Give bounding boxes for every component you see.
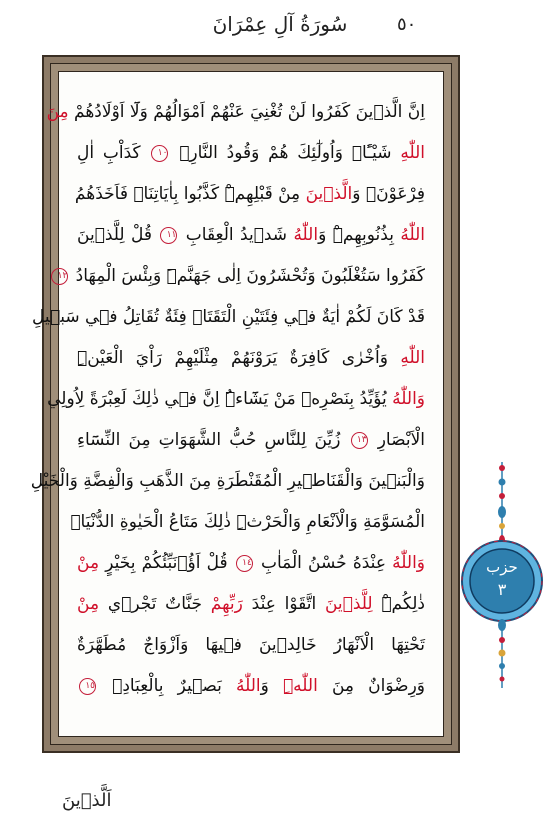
text-segment: عِنْدَهُ حُسْنُ الْمَاٰبِ xyxy=(254,553,393,573)
highlighted-word: اللّٰهِۜ xyxy=(282,676,318,696)
text-segment: بِذُنُوبِهِمْۜ وَ xyxy=(318,225,401,245)
text-segment: وَاُخْرٰى كَافِرَةٌ يَرَوْنَهُمْ مِثْلَيْهِمْ رَاْيَ الْعَيْنِۜ xyxy=(77,348,401,368)
frame-border xyxy=(30,63,452,745)
highlighted-word: رَبِّهِمْ xyxy=(210,594,243,614)
text-segment: قُلْ اَؤُ۬نَبِّئُكُمْ بِخَيْرٍ xyxy=(99,553,234,573)
text-line xyxy=(77,215,425,256)
highlighted-word: اللّٰهِ xyxy=(400,348,425,368)
ayah-number: ١٢ xyxy=(51,268,68,285)
text-segment: اِنَّ الَّذٖينَ كَفَرُوا لَنْ تُغْنِيَ عَنْهُمْ اَمْوَالُهُمْ وَلَٓا اَوْلَادُهُمْ xyxy=(68,102,425,122)
highlighted-word: مِنْ xyxy=(77,553,100,573)
text-line xyxy=(77,625,425,666)
hizb-marker xyxy=(454,460,550,690)
highlighted-word: اللّٰهِ xyxy=(400,143,425,163)
surah-title: سُورَةُ آلِ عِمْرَانَ xyxy=(212,12,348,36)
highlighted-word: وَاللّٰهُ xyxy=(392,553,425,573)
text-line xyxy=(77,133,425,174)
text-segment: كَدَاْبِ اٰلِ xyxy=(77,143,150,163)
quran-text xyxy=(30,92,425,722)
text-panel xyxy=(30,71,444,737)
text-segment: ذٰلِكُمْۜ xyxy=(372,594,425,614)
page-frame xyxy=(30,55,460,753)
text-line xyxy=(70,502,425,543)
text-segment: قُلْ لِلَّذٖينَ xyxy=(77,225,159,245)
text-line xyxy=(77,666,425,707)
ayah-number: ١١ xyxy=(160,227,177,244)
highlighted-word: وَاللّٰهُ xyxy=(392,389,425,409)
highlighted-word: لِلَّذٖينَ xyxy=(324,594,373,614)
highlighted-word: الَّذٖينَ xyxy=(305,184,353,204)
text-segment: جَنَّاتٌ تَجْرٖي xyxy=(99,594,211,614)
hizb-number: ٣ xyxy=(497,580,507,599)
text-segment: كَفَرُوا سَتُغْلَبُونَ وَتُحْشَرُونَ اِلٰى جَهَنَّمَۜ وَبِئْسَ الْمِهَادُ xyxy=(70,266,425,286)
text-segment: بَصٖيرٌ بِالْعِبَادِۚ xyxy=(98,676,236,696)
text-segment: زُيِّنَ لِلنَّاسِ حُبُّ الشَّهَوَاتِ مِنَ النِّسَٓاءِ xyxy=(77,430,349,450)
page-number: ٥٠ xyxy=(397,14,417,35)
ayah-number: ١٤ xyxy=(236,555,253,572)
text-line xyxy=(77,338,425,379)
text-segment: وَرِضْوَانٌ مِنَ xyxy=(317,676,425,696)
text-segment: يُؤَيِّدُ بِنَصْرِهٖ مَنْ يَشَٓاءُۜ اِنَّ فٖي ذٰلِكَ لَعِبْرَةً لِاُولِي xyxy=(47,389,393,409)
highlighted-word: اللّٰهُ xyxy=(235,676,261,696)
text-segment: الْمُسَوَّمَةِ وَالْاَنْعَامِ وَالْحَرْثِۜ ذٰلِكَ مَتَاعُ الْحَيٰوةِ الدُّنْيَاۚ xyxy=(70,512,425,532)
text-segment: وَ xyxy=(260,676,283,696)
text-line xyxy=(77,543,425,584)
text-segment: الْاَبْصَارِ xyxy=(369,430,425,450)
text-segment: شَيْـًٔاۜ وَاُولٰٓئِكَ هُمْ وَقُودُ النَّارِۙ xyxy=(170,143,401,163)
text-line xyxy=(74,174,425,215)
text-segment: فِرْعَوْنَۙ وَ xyxy=(352,184,425,204)
text-line xyxy=(57,256,425,297)
highlighted-word: مِنْ xyxy=(77,594,100,614)
text-segment: قَدْ كَانَ لَكُمْ اٰيَةٌ فٖي فِئَتَيْنِ الْتَقَتَاۜ فِئَةٌ تُقَاتِلُ فٖي سَبٖيلِ xyxy=(32,307,425,327)
ayah-number: ١٠ xyxy=(151,145,168,162)
text-segment: وَالْبَنٖينَ وَالْقَنَاطٖيرِ الْمُقَنْطَرَةِ مِنَ الذَّهَبِ وَالْفِضَّةِ وَالْخَيْلِ xyxy=(30,471,425,491)
highlighted-word: اللّٰهُ xyxy=(293,225,319,245)
text-line xyxy=(32,297,425,338)
text-segment: اتَّقَوْا عِنْدَ xyxy=(242,594,325,614)
highlighted-word: مِنَ xyxy=(46,102,69,122)
ayah-number: ١٥ xyxy=(79,678,96,695)
text-line xyxy=(47,379,425,420)
text-line xyxy=(46,92,425,133)
text-line xyxy=(30,461,425,502)
text-segment: شَدٖيدُ الْعِقَابِ xyxy=(179,225,294,245)
text-line xyxy=(77,584,425,625)
hizb-label: حزب xyxy=(486,558,518,576)
text-line xyxy=(77,420,425,461)
catchword: اَلَّذٖينَ xyxy=(62,790,112,811)
highlighted-word: اللّٰهُ xyxy=(400,225,425,245)
text-segment: مِنْ قَبْلِهِمْۜ كَذَّبُوا بِاٰيَاتِنَاۚ فَاَخَذَهُمُ xyxy=(74,184,306,204)
page-header xyxy=(0,0,550,52)
ayah-number: ١٣ xyxy=(351,432,368,449)
text-segment: تَحْتِهَا الْاَنْهَارُ خَالِدٖينَ فٖيهَا وَاَزْوَاجٌ مُطَهَّرَةٌ xyxy=(77,635,425,655)
